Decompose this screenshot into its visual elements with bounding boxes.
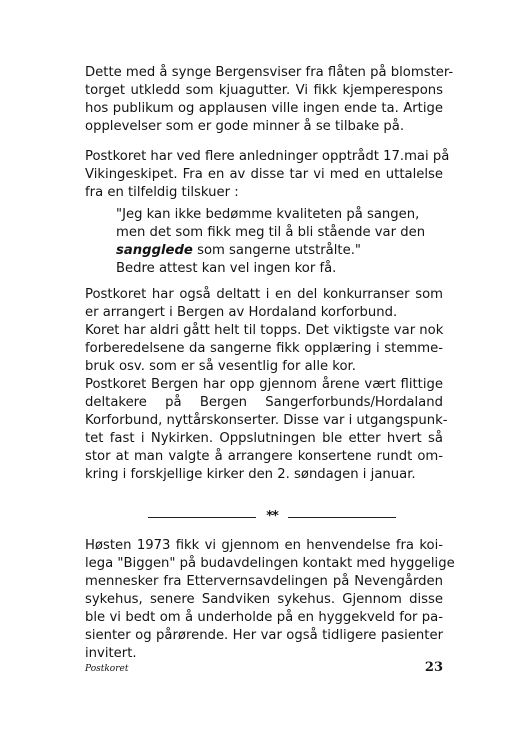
text-line: deltakere på Bergen Sangerforbunds/Hordaland (85, 395, 443, 410)
text-line: Høsten 1973 fikk vi gjennom en henvendelse fra koi- (85, 538, 443, 553)
text-line: mennesker fra Ettervernsavdelingen på Nevengården (85, 574, 443, 589)
text-line: er arrangert i Bergen av Hordaland korforbund. (85, 305, 398, 320)
text-line: kring i forskjellige kirker den 2. søndagen i januar. (85, 467, 416, 482)
divider-rule-left (148, 517, 256, 518)
footer-title: Postkoret (85, 664, 129, 674)
quote-line: Bedre attest kan vel ingen kor få. (116, 261, 337, 276)
quote-line-rest: som sangerne utstrålte." (192, 243, 361, 258)
text-line: Postkoret har ved flere anledninger opptrådt 17.mai på (85, 149, 450, 164)
emphasis-sangglede: sangglede (116, 243, 193, 258)
divider-asterisks: ** (266, 509, 278, 524)
paragraph-vikingeskipet (85, 148, 450, 202)
text-line: hos publikum og applausen ville ingen ende ta. Artige (85, 101, 443, 116)
text-line: Postkoret har også deltatt i en del konkurranser som (85, 287, 443, 302)
text-line: Dette med å synge Bergensviser fra flåten på blomster- (85, 65, 454, 80)
page-number: 23 (424, 660, 443, 675)
text-line: lega "Biggen" på budavdelingen kontakt med hyggelige (85, 556, 455, 571)
text-line: bruk osv. som er så vesentlig for alle kor. (85, 359, 356, 374)
text-line: invitert. (85, 646, 137, 661)
paragraph-flaten (85, 64, 454, 136)
text-line: Koret har aldri gått helt til topps. Det viktigste var nok (85, 323, 444, 338)
quote-line (116, 242, 446, 260)
text-line: forberedelsene da sangerne fikk opplæring i stemme- (85, 341, 443, 356)
text-line: ble vi bedt om å underholde på en hyggekveld for pa- (85, 610, 443, 625)
text-line: sienter og pårørende. Her var også tidligere pasienter (85, 628, 443, 643)
text-line: fra en tilfeldig tilskuer : (85, 185, 239, 200)
text-line: sykehus, senere Sandviken sykehus. Gjennom disse (85, 592, 443, 607)
divider-rule-right (288, 517, 396, 518)
section-divider (148, 510, 396, 524)
text-line: tet fast i Nykirken. Oppslutningen ble etter hvert så (85, 431, 443, 446)
text-line: Korforbund, nyttårskonserter. Disse var i utgangspunk- (85, 413, 448, 428)
text-line: opplevelser som er gode minner å se tilbake på. (85, 119, 405, 134)
text-line: Vikingeskipet. Fra en av disse tar vi med en uttalelse (85, 167, 443, 182)
paragraph-hosten-1973 (85, 537, 455, 663)
quote-line: men det som fikk meg til å bli stående var den (116, 225, 426, 240)
text-line: Postkoret Bergen har opp gjennom årene vært flittige (85, 377, 443, 392)
text-line: torget utkledd som kjuagutter. Vi fikk kjemperespons (85, 83, 443, 98)
paragraph-konkurranser (85, 286, 448, 484)
text-line: stor at man valgte å arrangere konsertene rundt om- (85, 449, 443, 464)
quote-line: "Jeg kan ikke bedømme kvaliteten på sangen, (116, 207, 420, 222)
spectator-quote-text (116, 206, 446, 278)
